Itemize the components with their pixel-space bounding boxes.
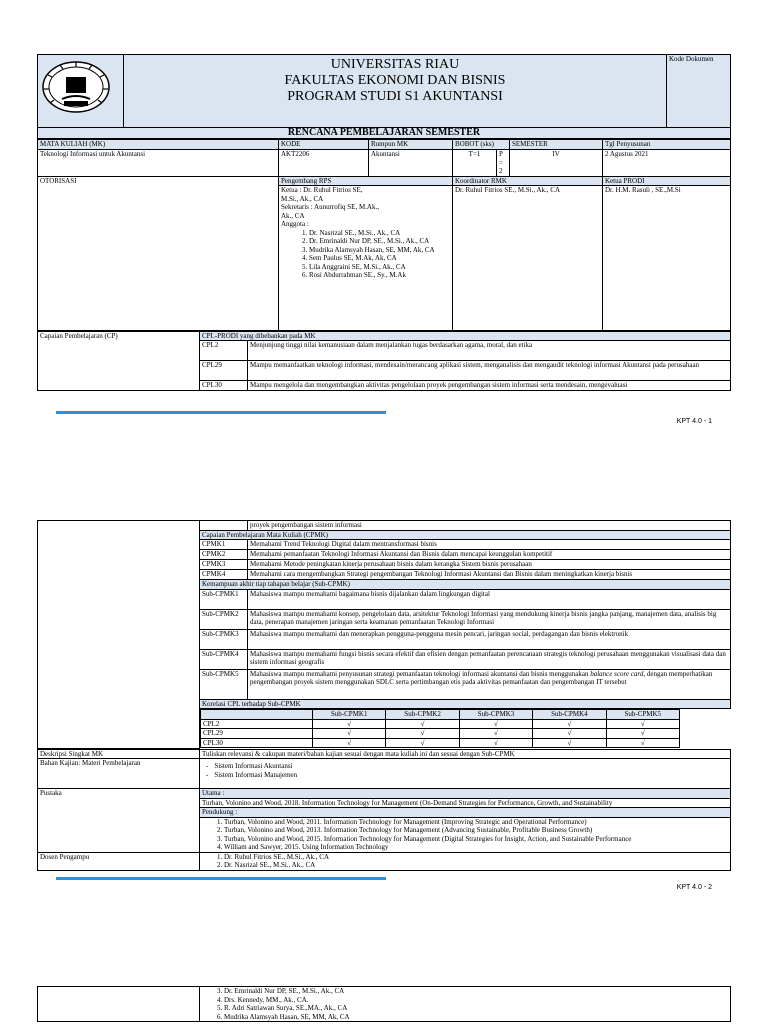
list-item: - Sistem Informasi Manajemen — [216, 771, 728, 780]
sub-cpmk-code: Sub-CPMK5 — [200, 669, 248, 699]
cp-continued-cell — [38, 521, 200, 749]
korelasi-table — [200, 709, 680, 748]
cpmk-text: Memahami Trend Teknologi Digital dalam mentransformasi bisnis — [248, 540, 731, 550]
cpl-text: Menjunjung tinggi nilai kemanusiaan dalam menjalankan tugas berdasarkan agama, moral, dan etika — [248, 341, 731, 361]
list-item: 4. William and Sawyer, 2015. Using Information Technology — [224, 843, 728, 852]
table-row — [201, 738, 680, 748]
koordinator-cell — [453, 176, 603, 330]
cpmk-text: Memahami pemanfaatan Teknologi Informasi Akuntansi dan Bisnis dalam mencapai keunggulan kompetitif — [248, 550, 731, 560]
check-mark: √ — [606, 719, 679, 729]
check-mark: √ — [606, 729, 679, 739]
page3-table — [37, 986, 731, 1022]
cpmk-code: CPMK4 — [200, 570, 248, 580]
korelasi-col: Sub-CPMK2 — [386, 710, 459, 720]
sub-cpmk5-text-b: , dengan memperhatikan pengembangan proyek sistem menggunakan SDLC serta pertimbangan etis pada aktivitas pemanfaatan dan pengembangan IT tersebut — [250, 669, 713, 686]
page-2-number: KPT 4.0 - 2 — [676, 884, 712, 891]
sekretaris-line2: Ak., CA — [281, 211, 305, 220]
col-bobot: BOBOT (sks) — [453, 140, 510, 150]
cpmk-code: CPMK2 — [200, 550, 248, 560]
details-table — [37, 749, 731, 871]
check-mark: √ — [533, 738, 606, 748]
dosen-continued-label — [38, 987, 200, 1022]
korelasi-col: Sub-CPMK3 — [459, 710, 532, 720]
sub-cpmk-code: Sub-CPMK1 — [200, 589, 248, 609]
course-table — [37, 139, 731, 331]
cpmk-text: Memahami cara mengembangkan Strategi pengembangan Teknologi Informasi Akuntansi dan Bisnis dalam meningkatkan kinerja bisnis — [248, 570, 731, 580]
course-sks-p: P = 2 — [497, 150, 510, 177]
korelasi-col: Sub-CPMK1 — [313, 710, 386, 720]
course-sks-t: T=1 — [453, 150, 497, 177]
university-logo-icon — [40, 59, 112, 115]
rps-title: RENCANA PEMBELAJARAN SEMESTER — [38, 128, 731, 139]
sub-cpmk-code: Sub-CPMK4 — [200, 649, 248, 669]
anggota-label: Anggota : — [281, 220, 309, 228]
pengembang-cell — [279, 176, 453, 330]
bahan-cell — [200, 759, 731, 789]
faculty-name: FAKULTAS EKONOMI DAN BISNIS — [284, 73, 506, 88]
check-mark: √ — [313, 719, 386, 729]
dosen-list — [202, 853, 728, 870]
cpl-code: CPL2 — [200, 341, 248, 361]
korelasi-cpl: CPL30 — [201, 738, 313, 748]
doc-code-label: Kode Dokumen — [669, 55, 714, 63]
sub-cpmk-text: Mahasiswa mampu memahami fungsi bisnis secara efektif dan efisien dengan pemanfaatan perencanaan strategis teknologi perusahaan menggunakan visualisasi data dan sistem informasi geografis — [248, 649, 731, 669]
check-mark: √ — [459, 738, 532, 748]
bahan-label: Bahan Kajian: Materi Pembelajaran — [38, 759, 200, 789]
anggota-list — [281, 229, 450, 280]
check-mark: √ — [386, 729, 459, 739]
list-item: 2. Dr. Nasrizal SE., M.Si., Ak., CA — [224, 861, 728, 870]
col-rumpun: Rumpun MK — [369, 140, 453, 150]
list-item: 1. Turban, Volonino and Wood, 2011. Information Technology for Management (Improving Strategic and Operational Performance) — [224, 818, 728, 827]
sub-cpmk-text: Mahasiswa mampu memahami konsep, pengelolaan data, arsitektur Teknologi Informasi yang mendukung kinerja bisnis jangka panjang, manajemen data, analisis big data, penerapan manajemen jaringan serta keamanan pemanfaatan Teknologi Informasi — [248, 609, 731, 629]
utama-label: Utama : — [200, 789, 731, 799]
check-mark: √ — [386, 719, 459, 729]
list-item: 1. Dr. Nasrizal SE., M.Si., Ak., CA — [309, 229, 450, 238]
list-item: 5. Lila Anggraini SE, M.Si., Ak., CA — [309, 263, 450, 272]
dosen-label: Dosen Pengampu — [38, 852, 200, 870]
pengembang-label: Pengembang RPS — [279, 177, 452, 187]
university-name: UNIVERSITAS RIAU — [330, 57, 460, 72]
list-item: 2. Turban, Volonino and Wood, 2013. Information Technology for Management (Advancing Sustainable, Profitable Business Growth) — [224, 826, 728, 835]
korelasi-cpl: CPL29 — [201, 729, 313, 739]
cp-table — [37, 331, 731, 391]
list-item: - Sistem Informasi Akuntansi — [216, 762, 728, 771]
list-item: 2. Dr. Emrinaldi Nur DP, SE., M.Si., Ak., CA — [309, 237, 450, 246]
sub-cpmk-code: Sub-CPMK3 — [200, 629, 248, 649]
list-item: 3. Turban, Volonino and Wood, 2015. Information Technology for Management (Digital Strategies for Insight, Action, and Sustainable Performance — [224, 835, 728, 844]
korelasi-header: Korelasi CPL terhadap Sub-CPMK — [200, 699, 731, 709]
sub-cpmk-text: Mahasiswa mampu memahami bagaimana bisnis dijalankan dalam lingkungan digital — [248, 589, 731, 609]
list-item: 4. Drs. Kennedy, MM., Ak., CA. — [224, 996, 728, 1005]
course-code: AKT2206 — [279, 150, 369, 177]
pendukung-cell — [200, 817, 731, 852]
koordinator-name: Dr. Ruhul Fitrios SE., M.Si., Ak., CA — [455, 186, 561, 194]
check-mark: √ — [459, 729, 532, 739]
ketua-prodi-cell — [603, 176, 731, 330]
page-1 — [0, 54, 768, 391]
list-item: 5. R. Adri Satriawan Surya, SE.,MA., Ak., CA — [224, 1004, 728, 1013]
course-name: Teknologi Informasi untuk Akuntansi — [38, 150, 279, 177]
korelasi-cpl: CPL2 — [201, 719, 313, 729]
dosen-cell — [200, 852, 731, 870]
utama-text: Turban, Volonino and Wood, 2018. Information Technology for Management (On-Demand Strategies for Performance, Growth, and Sustainability — [200, 798, 731, 808]
check-mark: √ — [533, 729, 606, 739]
korelasi-col: Sub-CPMK4 — [533, 710, 606, 720]
col-kode: KODE — [279, 140, 369, 150]
cpl-header: CPL-PRODI yang dibebankan pada MK — [200, 331, 731, 341]
col-semester: SEMESTER — [510, 140, 603, 150]
cpmk-header: Capaian Pembelajaran Mata Kuliah (CPMK) — [200, 530, 731, 540]
list-item: 6. Mudrika Alamsyah Hasan, SE, MM, Ak, CA — [224, 1013, 728, 1022]
pendukung-list — [202, 818, 728, 852]
pustaka-label: Pustaka — [38, 789, 200, 853]
sub-cpmk5-text-a: Mahasiswa mampu memahami penyusunan strategi pemanfaatan teknologi informasi akuntansi dan bisnis menggunakan — [250, 669, 591, 678]
ketua-prodi-name: Dr. H.M. Rasuli , SE.,M.Si — [605, 186, 681, 194]
check-mark: √ — [606, 738, 679, 748]
sekretaris-line1: Sekretaris : Aunurrofiq SE, M.Ak., — [281, 203, 379, 211]
cpl-code: CPL29 — [200, 361, 248, 381]
page-2 — [0, 520, 768, 871]
sub-cpmk-text — [248, 669, 731, 699]
pendukung-label: Pendukung : — [200, 808, 731, 818]
table-row — [201, 729, 680, 739]
check-mark: √ — [313, 729, 386, 739]
check-mark: √ — [459, 719, 532, 729]
page-1-footer-line — [56, 411, 386, 414]
cpl-text: Mampu mengelola dan mengembangkan aktivitas pengelolaan proyek pengembangan sistem informasi serta mendesain, mengevaluasi — [248, 381, 731, 391]
col-mata-kuliah: MATA KULIAH (MK) — [38, 140, 279, 150]
list-item: 3. Dr. Emrinaldi Nur DP, SE., M.Si., Ak., CA — [224, 987, 728, 996]
ketua-line1: Ketua : Dr. Ruhul Fitrios SE, — [281, 186, 363, 194]
doc-code-cell — [667, 55, 731, 128]
sub-cpmk-text: Mahasiswa mampu memahami dan menerapkan pengguna-pengguna mesin pencari, jaringan social, perdagangan dan bisnis elektronik — [248, 629, 731, 649]
check-mark: √ — [386, 738, 459, 748]
bahan-list — [202, 759, 728, 779]
table-row — [201, 719, 680, 729]
col-tgl: Tgl Penyusunan — [603, 140, 731, 150]
otorisasi-label: OTORISASI — [38, 176, 279, 330]
cpmk-code: CPMK1 — [200, 540, 248, 550]
cpmk-code: CPMK3 — [200, 560, 248, 570]
logo-cell — [38, 55, 124, 128]
list-item: 1. Dr. Ruhul Fitrios SE., M.Si., Ak., CA — [224, 853, 728, 862]
cpmk-text: Memahami Metode peningkatan kinerja perusahaan bisnis dalam kerangka Sistem bisnis perusahaan — [248, 560, 731, 570]
header-table — [37, 54, 731, 139]
deskripsi-text: Tuliskan relevansi & cakupan materi/bahan kajian sesuai dengan mata kuliah ini dan sesuai dengan Sub-CPMK — [200, 749, 731, 759]
course-semester: IV — [510, 150, 603, 177]
course-cluster: Akuntansi — [369, 150, 453, 177]
cpl30-continued: proyek pengembangan sistem informasi — [248, 521, 731, 531]
sub-cpmk-header: Kemampuan akhir tiap tahapan belajar (Sub-CPMK) — [200, 580, 731, 590]
ketua-line2: M.Si., Ak., CA — [281, 194, 324, 203]
sub-cpmk5-text-italic: balance score card — [590, 669, 644, 678]
list-item: 4. Sem Paulus SE, M.Ak, Ak, CA — [309, 254, 450, 263]
page-3 — [0, 986, 768, 1022]
course-date: 2 Agustus 2021 — [603, 150, 731, 177]
dosen-continued-cell — [200, 987, 731, 1022]
sub-cpmk-code: Sub-CPMK2 — [200, 609, 248, 629]
check-mark: √ — [313, 738, 386, 748]
korelasi-cell — [200, 709, 731, 749]
list-item: 6. Rosi Abdurrahman SE., Sy., M.Ak — [309, 271, 450, 280]
dosen-continued-list — [202, 987, 728, 1021]
korelasi-col: Sub-CPMK5 — [606, 710, 679, 720]
program-name: PROGRAM STUDI S1 AKUNTANSI — [287, 89, 503, 104]
page-1-number: KPT 4.0 - 1 — [676, 418, 712, 425]
ketua-prodi-label: Ketua PRODI — [603, 177, 730, 187]
list-item: 3. Mudrika Alamsyah Hasan, SE, MM, Ak, CA — [309, 246, 450, 255]
deskripsi-label: Deskripsi Singkat MK — [38, 749, 200, 759]
cpl-text: Mampu memanfaatkan teknologi informasi, mendesain/merancang aplikasi sistem, menganalisis dan mengaudit teknologi informasi Akuntansi pada perusahaan — [248, 361, 731, 381]
page-2-footer-line — [56, 877, 386, 880]
koordinator-label: Koordinator RMK — [453, 177, 602, 187]
cpl-code: CPL30 — [200, 381, 248, 391]
cp-label: Capaian Pembelajaran (CP) — [38, 331, 200, 390]
institution-title — [124, 55, 667, 128]
page2-table — [37, 520, 731, 749]
check-mark: √ — [533, 719, 606, 729]
